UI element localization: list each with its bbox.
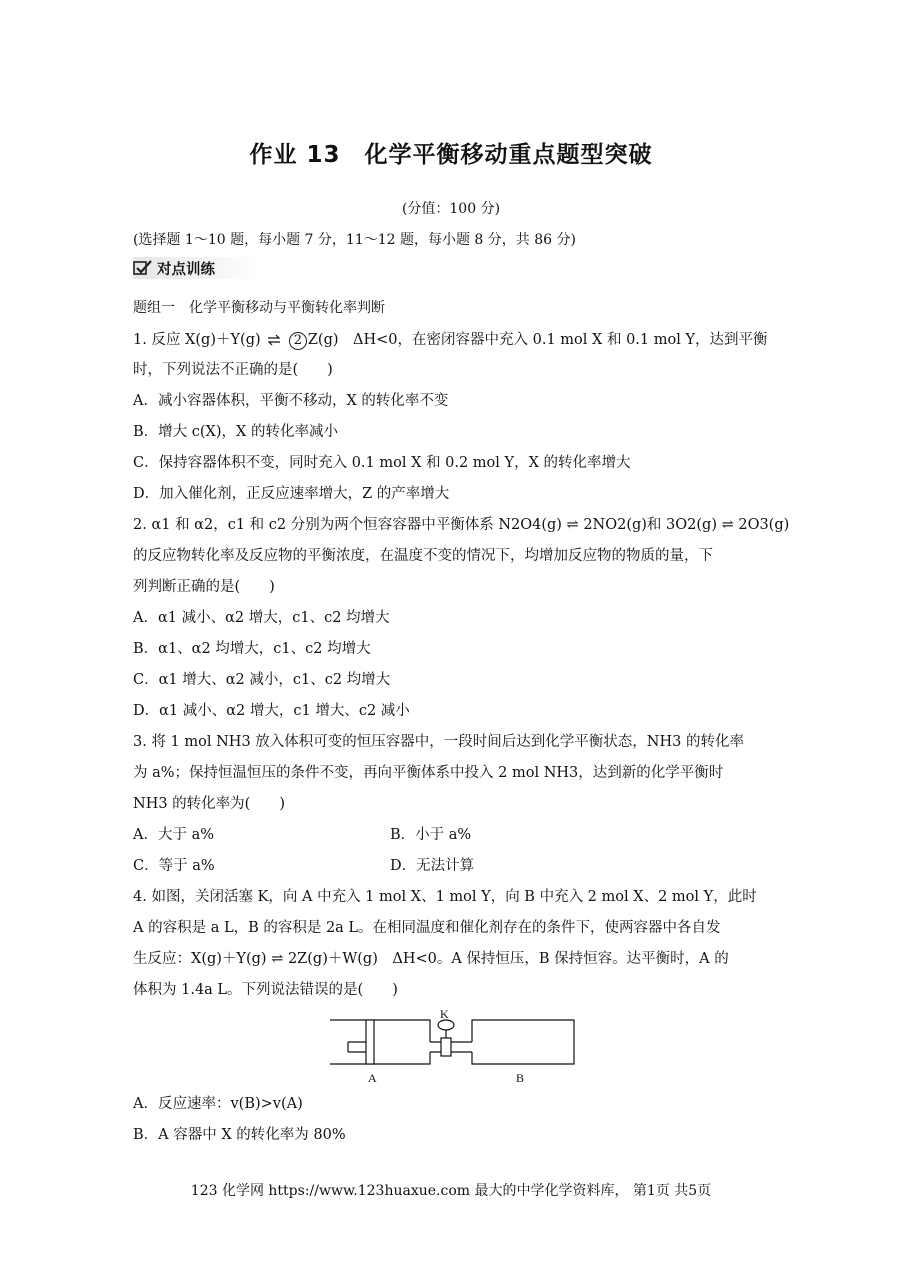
q2-line-2: 的反应物转化率及反应物的平衡浓度，在温度不变的情况下，均增加反应物的物质的量，下 xyxy=(133,548,713,564)
piston xyxy=(366,1020,374,1064)
q4-option-b: B．A 容器中 X 的转化率为 80% xyxy=(133,1127,346,1143)
q3-option-a: A．大于 a% xyxy=(133,827,215,843)
q3-option-c: C．等于 a% xyxy=(133,858,215,874)
q2-option-c: C．α1 增大、α2 减小，c1、c2 均增大 xyxy=(133,672,391,688)
page-title: 作业 13 化学平衡移动重点题型突破 xyxy=(249,142,653,168)
q3-option-d: D．无法计算 xyxy=(390,858,475,874)
q3-option-b: B．小于 a% xyxy=(390,827,472,843)
instructions-note: (选择题 1～10 题，每小题 7 分，11～12 题，每小题 8 分，共 86 分) xyxy=(133,232,576,248)
check-box-icon xyxy=(133,260,153,276)
q4-line-4: 体积为 1.4a L。下列说法错误的是( ) xyxy=(133,982,398,998)
label-k: K xyxy=(440,1008,449,1021)
q1-coef: 2 xyxy=(289,332,307,350)
section-label: 对点训练 xyxy=(157,261,215,278)
q4-option-a: A．反应速率：v(B)>v(A) xyxy=(133,1096,303,1112)
q1-option-b: B．增大 c(X)，X 的转化率减小 xyxy=(133,424,338,440)
score-note: (分值：100 分) xyxy=(401,201,501,217)
q4-line-2: A 的容积是 a L，B 的容积是 2a L。在相同温度和催化剂存在的条件下，使两容器中各自发 xyxy=(133,920,721,936)
valve-k xyxy=(438,1020,454,1030)
q2-option-a: A．α1 减小、α2 增大，c1、c2 均增大 xyxy=(133,610,390,626)
q1-line-2: 时，下列说法不正确的是( ) xyxy=(133,362,333,378)
container-diagram xyxy=(326,1008,578,1090)
q1-post: Z(g) ΔH<0，在密闭容器中充入 0.1 mol X 和 0.1 mol Y，达到平衡 xyxy=(307,332,768,348)
q1-option-c: C．保持容器体积不变，同时充入 0.1 mol X 和 0.2 mol Y，X 的转化率增大 xyxy=(133,455,631,471)
q3-line-2: 为 a%；保持恒温恒压的条件不变，再向平衡体系中投入 2 mol NH3，达到新的化学平衡时 xyxy=(133,765,724,781)
q4-line-3: 生反应：X(g)＋Y(g) ⇌ 2Z(g)＋W(g) ΔH<0。A 保持恒压，B 保持恒容。达平衡时，A 的 xyxy=(133,951,729,967)
q1-option-d: D．加入催化剂，正反应速率增大，Z 的产率增大 xyxy=(133,486,450,502)
group-heading: 题组一 化学平衡移动与平衡转化率判断 xyxy=(133,300,385,316)
q2-line-3: 列判断正确的是( ) xyxy=(133,579,275,595)
q2-option-d: D．α1 减小、α2 增大，c1 增大、c2 减小 xyxy=(133,703,410,719)
q2-option-b: B．α1、α2 均增大，c1、c2 均增大 xyxy=(133,641,371,657)
q3-line-1: 3. 将 1 mol NH3 放入体积可变的恒压容器中，一段时间后达到化学平衡状态，NH3 的转化率 xyxy=(133,734,744,750)
label-b: B xyxy=(516,1071,525,1085)
page-footer: 123 化学网 https://www.123huaxue.com 最大的中学化学资料库， 第1页 共5页 xyxy=(190,1183,712,1199)
q4-line-1: 4. 如图，关闭活塞 K，向 A 中充入 1 mol X、1 mol Y，向 B 中充入 2 mol X、2 mol Y，此时 xyxy=(133,889,757,905)
q3-line-3: NH3 的转化率为( ) xyxy=(133,796,285,812)
q1-line-1 xyxy=(133,330,768,350)
q2-line-1: 2. α1 和 α2，c1 和 c2 分别为两个恒容容器中平衡体系 N2O4(g) ⇌ 2NO2(g)和 3O2(g) ⇌ 2O3(g) xyxy=(133,517,790,533)
q1-option-a: A．减小容器体积，平衡不移动，X 的转化率不变 xyxy=(133,393,449,409)
q1-pre: 1. 反应 X(g)＋Y(g) xyxy=(133,332,261,348)
section-header xyxy=(133,257,261,279)
label-a: A xyxy=(368,1071,377,1085)
equilibrium-arrow-icon xyxy=(267,333,281,347)
